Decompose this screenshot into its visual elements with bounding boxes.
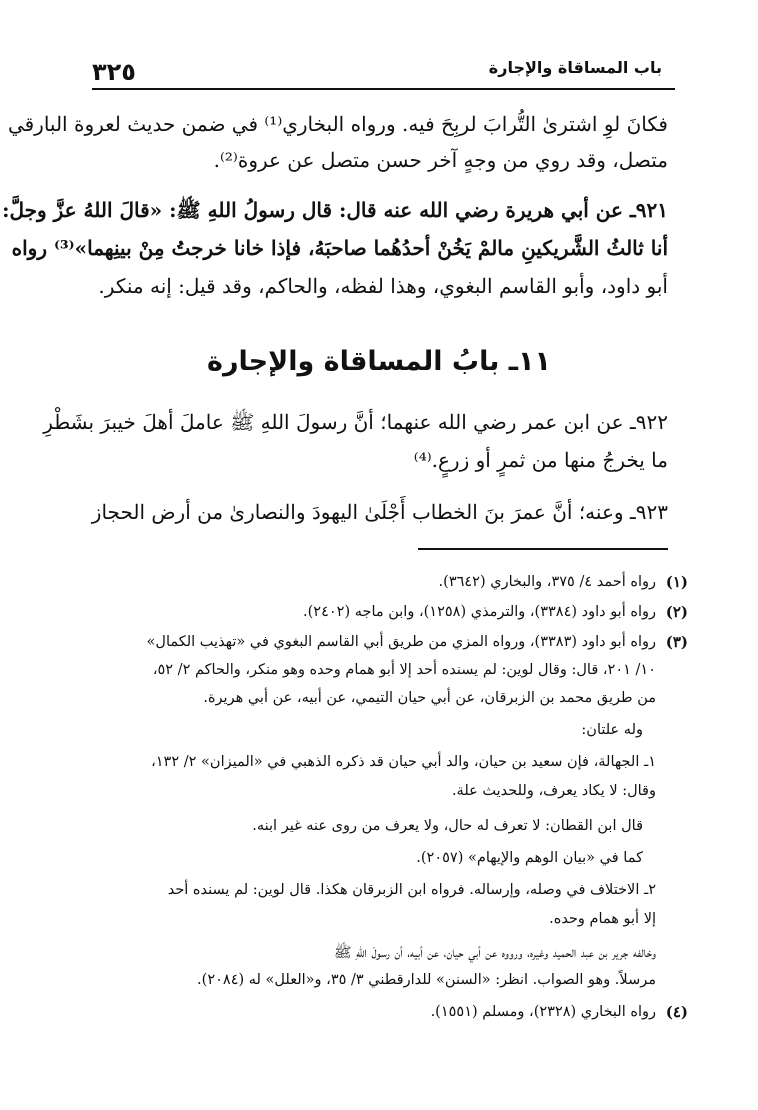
footnote-line: رواه أبو داود (٣٣٨٣)، ورواه المزي من طريق أبي القاسم البغوي في «تهذيب الكمال»	[146, 634, 656, 650]
hadith-922-line: ٩٢٢ـ عن ابن عمر رضي الله عنهما؛ أنَّ رسولَ اللهِ ﷺ عاملَ أهلَ خيبرَ بشَطْرِ	[43, 410, 668, 434]
body-line: فكانَ لوِ اشترىٰ التُّرابَ لربِحَ فيه. ورواه البخاري⁽¹⁾ في ضمن حديث لعروة البارقي	[7, 112, 668, 136]
page-number: ٣٢٥	[92, 58, 136, 86]
footnote-line: وخالفه جرير بن عبد الحميد وغيره، ورووه عن أبي حيان، عن أبيه، أن رسولَ اللهِ ﷺ	[333, 945, 656, 961]
footnote-line: مرسلاً. وهو الصواب. انظر: «السنن» للدارقطني ٣/ ٣٥، و«العلل» له (٢٠٨٤).	[197, 972, 656, 988]
footnote-line: وقال: لا يكاد يعرف، وللحديث علة.	[451, 783, 656, 799]
hadith-922-line: ما يخرجُ منها من ثمرٍ أو زرعٍ.⁽⁴⁾	[413, 448, 668, 472]
footnote-number: (١)	[665, 573, 688, 591]
hadith-921-line: أنا ثالثُ الشَّريكينِ مالمْ يَخُنْ أحدُهُما صاحبَهُ، فإذا خانا خرجتُ مِنْ بينِهما»⁽³⁾ رواه	[11, 236, 668, 260]
body-line: متصل، وقد روي من وجهٍ آخر حسن متصل عن عروة⁽²⁾.	[213, 148, 668, 172]
hadith-921-line: ٩٢١ـ عن أبي هريرة رضي الله عنه قال: قال رسولُ اللهِ ﷺ: «قالَ اللهُ عزَّ وجلَّ:	[2, 198, 668, 222]
footnote-line: رواه أبو داود (٣٣٨٤)، والترمذي (١٢٥٨)، وابن ماجه (٢٤٠٢).	[303, 604, 656, 620]
body-line: أبو داود، وأبو القاسم البغوي، وهذا لفظه، والحاكم، وقد قيل: إنه منكر.	[98, 274, 668, 298]
footnote-line: قال ابن القطان: لا تعرف له حال، ولا يعرف من روى عنه غير ابنه.	[252, 818, 643, 834]
footnote-number: (٢)	[665, 603, 688, 621]
footnote-line: رواه أحمد ٤/ ٣٧٥، والبخاري (٣٦٤٢).	[438, 574, 656, 590]
footnote-number: (٣)	[665, 633, 688, 651]
footnote-line: ٢ـ الاختلاف في وصله، وإرساله. فرواه ابن الزبرقان هكذا. قال لوين: لم يسنده أحد	[167, 882, 656, 898]
footnote-number: (٤)	[665, 1003, 688, 1021]
footnote-separator	[418, 548, 668, 550]
footnote-line: إلا أبو همام وحده.	[549, 911, 656, 927]
running-title: باب المساقاة والإجارة	[488, 58, 662, 77]
hadith-923-line: ٩٢٣ـ وعنه؛ أنَّ عمرَ بنَ الخطاب أَجْلَىٰ اليهودَ والنصارىٰ من أرض الحجاز	[91, 500, 668, 524]
footnote-line: كما في «بيان الوهم والإيهام» (٢٠٥٧).	[416, 850, 643, 866]
footnote-line: رواه البخاري (٢٣٢٨)، ومسلم (١٥٥١).	[430, 1004, 656, 1020]
footnote-line: ١ـ الجهالة، فإن سعيد بن حيان، والد أبي حيان قد ذكره الذهبي في «الميزان» ٢/ ١٣٢،	[151, 754, 656, 770]
footnote-line: وله علتان:	[581, 722, 643, 738]
footnote-line: من طريق محمد بن الزبرقان، عن أبي حيان التيمي، عن أبيه، عن أبي هريرة.	[203, 690, 656, 706]
chapter-title: ١١ـ بابُ المساقاة والإجارة	[207, 346, 551, 377]
header-rule	[92, 88, 675, 90]
footnote-line: ١٠/ ٢٠١، قال: وقال لوين: لم يسنده أحد إلا أبو همام وحده وهو منكر، والحاكم ٢/ ٥٢،	[152, 662, 656, 678]
